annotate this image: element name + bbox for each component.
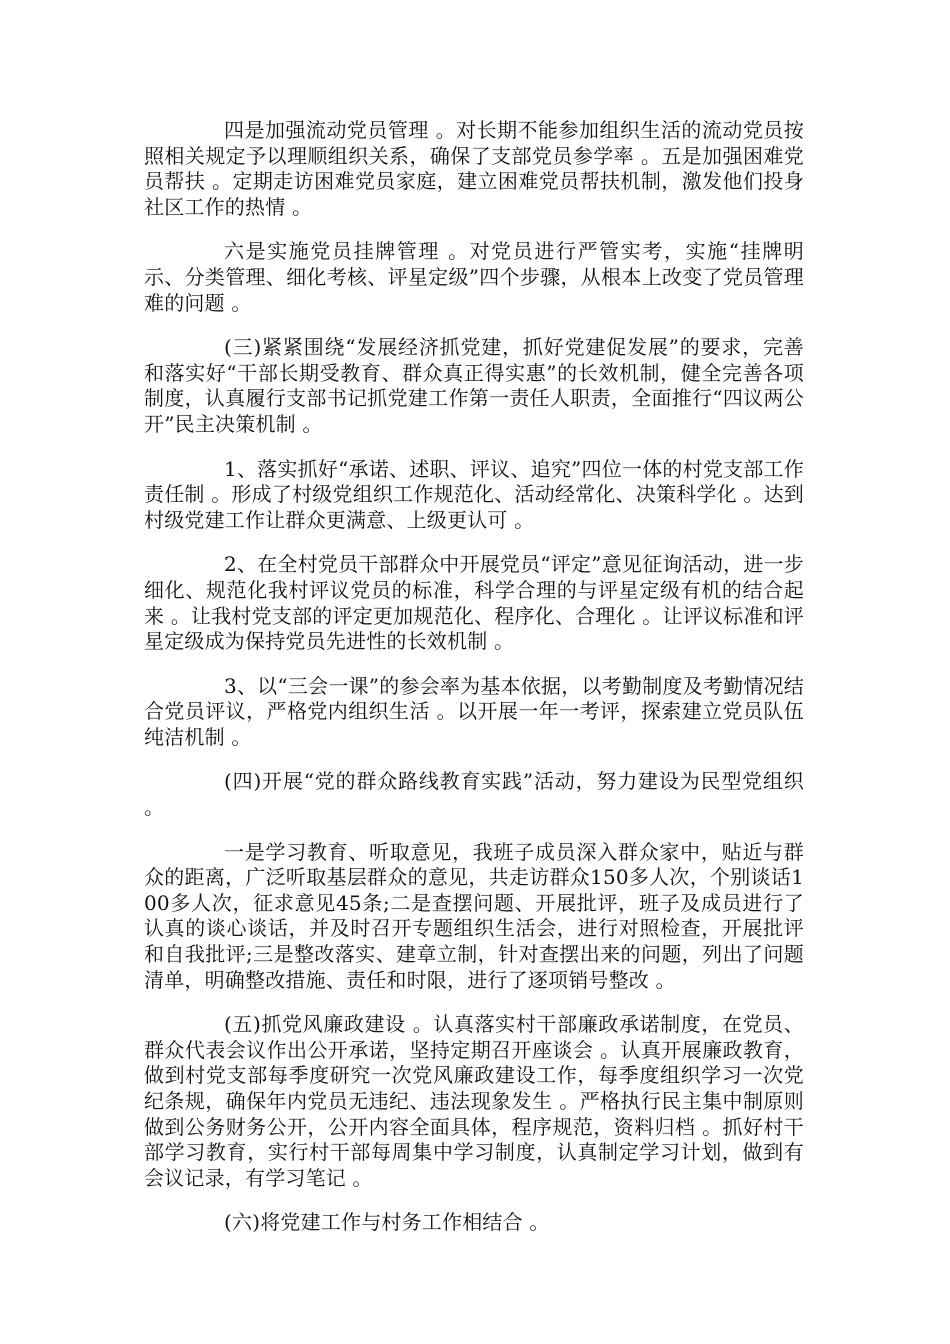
paragraph-section-four: (四)开展“党的群众路线教育实践”活动，努力建设为民型党组织 。 xyxy=(144,769,804,820)
paragraph-member-badge-management: 六是实施党员挂牌管理 。对党员进行严管实考，实施“挂牌明示、分类管理、细化考核、评星定级”四个步骤，从根本上改变了党员管理难的问题 。 xyxy=(144,239,804,315)
paragraph-item-three: 3、以“三会一课”的参会率为基本依据，以考勤制度及考勤情况结合党员评议，严格党内组织生活 。以开展一年一考评，探索建立党员队伍纯洁机制 。 xyxy=(144,673,804,749)
paragraph-section-five: (五)抓党风廉政建设 。认真落实村干部廉政承诺制度，在党员、群众代表会议作出公开承诺，坚持定期召开座谈会 。认真开展廉政教育，做到村党支部每季度研究一次党风廉政建设工作，每季度组织学习一次党纪条规，确保年内党员无违纪、违法现象发生 。严格执行民主集中制原则做到公务财务公开，公开内容全面具体，程序规范，资料归档 。抓好村干部学习教育，实行村干部每周集中学习制度，认真制定学习计划，做到有会议记录，有学习笔记 。 xyxy=(144,1012,804,1190)
paragraph-study-education: 一是学习教育、听取意见，我班子成员深入群众家中，贴近与群众的距离，广泛听取基层群众的意见，共走访群众150多人次，个别谈话100多人次，征求意见45条;二是查摆问题、开展批评，班子及成员进行了认真的谈心谈话，并及时召开专题组织生活会，进行对照检查，开展批评和自我批评;三是整改落实、建章立制，针对查摆出来的问题，列出了问题清单，明确整改措施、责任和时限，进行了逐项销号整改 。 xyxy=(144,839,804,992)
paragraph-floating-members: 四是加强流动党员管理 。对长期不能参加组织生活的流动党员按照相关规定予以理顺组织关系，确保了支部党员参学率 。五是加强困难党员帮扶 。定期走访困难党员家庭，建立困难党员帮扶机制，激发他们投身社区工作的热情 。 xyxy=(144,118,804,219)
document-body xyxy=(144,118,804,1255)
paragraph-item-one: 1、落实抓好“承诺、述职、评议、追究”四位一体的村党支部工作责任制 。形成了村级党组织工作规范化、活动经常化、决策科学化 。达到村级党建工作让群众更满意、上级更认可 。 xyxy=(144,456,804,532)
paragraph-section-six: (六)将党建工作与村务工作相结合 。 xyxy=(224,1210,550,1235)
paragraph-item-two: 2、在全村党员干部群众中开展党员“评定”意见征询活动，进一步细化、规范化我村评议党员的标准，科学合理的与评星定级有机的结合起来 。让我村党支部的评定更加规范化、程序化、合理化 。让评议标准和评星定级成为保持党员先进性的长效机制 。 xyxy=(144,552,804,654)
paragraph-section-three: (三)紧紧围绕“发展经济抓党建，抓好党建促发展”的要求，完善和落实好“干部长期受教育、群众真正得实惠”的长效机制，健全完善各项制度，认真履行支部书记抓党建工作第一责任人职责，全面推行“四议两公开”民主决策机制 。 xyxy=(144,335,804,436)
